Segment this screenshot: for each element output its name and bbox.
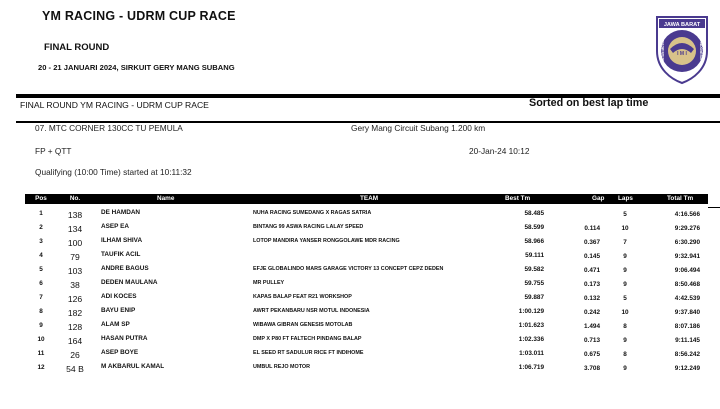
header-best: Best Tm: [505, 195, 531, 202]
cell-total: 9:06.494: [674, 267, 700, 274]
cell-gap: 0.114: [584, 225, 600, 232]
cell-laps: 10: [621, 225, 629, 232]
cell-laps: 7: [623, 239, 627, 246]
cell-pos: 1: [39, 210, 43, 217]
cell-total: 9:11.145: [675, 337, 700, 344]
cell-laps: 9: [623, 337, 627, 344]
cell-pos: 7: [39, 294, 43, 301]
results-table-header: [25, 194, 708, 204]
cell-laps: 8: [623, 351, 627, 358]
cell-laps: 9: [623, 267, 627, 274]
cell-gap: 1.494: [584, 323, 600, 330]
cell-total: 9:32.941: [674, 253, 700, 260]
cell-total: 9:12.249: [674, 365, 700, 372]
cell-pos: 2: [39, 224, 43, 231]
cell-team: AWRT PEKANBARU NSR MOTUL INDONESIA: [253, 308, 370, 314]
cell-team: DMP X P80 FT FALTECH PINDANG BALAP: [253, 336, 362, 342]
results-table-body: [0, 208, 720, 378]
table-row: [0, 334, 720, 348]
table-row: [0, 250, 720, 264]
header-no: No.: [69, 195, 81, 202]
cell-gap: 0.471: [584, 267, 600, 274]
cell-pos: 6: [39, 280, 43, 287]
cell-best: 1:01.623: [518, 322, 544, 329]
report-date: 20-Jan-24 10:12: [469, 146, 530, 156]
cell-best: 1:02.336: [518, 336, 544, 343]
table-row: [0, 292, 720, 306]
cell-gap: 0.675: [584, 351, 600, 358]
cell-no: 182: [67, 308, 83, 318]
cell-name: ANDRE BAGUS: [101, 265, 149, 272]
cell-laps: 9: [623, 365, 627, 372]
cell-team: KAPAS BALAP FEAT R21 WORKSHOP: [253, 294, 352, 300]
cell-team: NUHA RACING SUMEDANG X RAGAS SATRIA: [253, 210, 372, 216]
cell-name: ALAM SP: [101, 321, 130, 328]
logo-right-text: INDONESIA: [699, 42, 703, 60]
cell-team: LOTOP MANDIRA YANSER RONGGOLAWE MDR RACING: [253, 238, 400, 244]
cell-team: MR PULLEY: [253, 280, 285, 286]
cell-total: 8:07.186: [674, 323, 700, 330]
cell-laps: 8: [623, 323, 627, 330]
table-row: [0, 348, 720, 362]
cell-no: 134: [67, 224, 83, 234]
header-gap: Gap: [592, 195, 605, 202]
qualifying-info: Qualifying (10:00 Time) started at 10:11:32: [35, 167, 192, 177]
table-row: [0, 320, 720, 334]
cell-pos: 8: [39, 308, 43, 315]
cell-best: 59.582: [524, 266, 544, 273]
cell-gap: 3.708: [584, 365, 600, 372]
cell-gap: 0.132: [584, 295, 600, 302]
cell-name: M AKBARUL KAMAL: [101, 363, 165, 370]
cell-total: 9:37.840: [674, 309, 700, 316]
cell-total: 8:50.468: [674, 281, 700, 288]
cell-pos: 12: [37, 364, 45, 371]
cell-pos: 10: [37, 336, 45, 343]
cell-gap: 0.145: [584, 253, 600, 260]
cell-team: UMBUL REJO MOTOR: [253, 364, 311, 370]
cell-gap: 0.173: [584, 281, 600, 288]
header-laps: Laps: [618, 195, 633, 202]
cell-team: EFJE GLOBALINDO MARS GARAGE VICTORY 13 CONCEPT CEPZ DEDEN: [253, 266, 444, 272]
cell-best: 59.111: [525, 252, 544, 259]
report-title: FINAL ROUND YM RACING - UDRM CUP RACE: [20, 100, 209, 110]
cell-best: 1:06.719: [518, 364, 544, 371]
cell-total: 6:30.290: [674, 239, 700, 246]
table-row: [0, 306, 720, 320]
table-row: [0, 278, 720, 292]
cell-name: ASEP BOYE: [101, 349, 139, 356]
cell-name: DE HAMDAN: [101, 209, 141, 216]
cell-best: 58.599: [524, 224, 544, 231]
table-row: [0, 222, 720, 236]
cell-team: BINTANG 99 ASWA RACING LALAY SPEED: [253, 224, 364, 230]
cell-no: 38: [70, 280, 80, 290]
cell-pos: 5: [39, 266, 43, 273]
header-pos: Pos: [35, 195, 47, 202]
cell-best: 1:03.011: [519, 350, 544, 357]
cell-best: 58.966: [524, 238, 544, 245]
cell-no: 164: [67, 336, 83, 346]
cell-total: 8:56.242: [674, 351, 700, 358]
cell-pos: 11: [37, 350, 45, 357]
cell-best: 1:00.129: [518, 308, 544, 315]
cell-laps: 9: [623, 281, 627, 288]
cell-no: 79: [70, 252, 80, 262]
sort-label: Sorted on best lap time: [529, 97, 649, 109]
logo-center-text: I M I: [677, 51, 687, 57]
cell-pos: 9: [39, 322, 43, 329]
cell-best: 58.485: [524, 210, 544, 217]
cell-no: 126: [67, 294, 83, 304]
cell-laps: 10: [621, 309, 629, 316]
table-row: [0, 208, 720, 222]
cell-name: ILHAM SHIVA: [101, 237, 143, 244]
cell-laps: 9: [623, 253, 627, 260]
logo-top-text: JAWA BARAT: [663, 22, 701, 28]
cell-laps: 5: [623, 211, 627, 218]
cell-no: 138: [67, 210, 83, 220]
cell-gap: 0.367: [584, 239, 600, 246]
cell-laps: 5: [623, 295, 627, 302]
cell-total: 4:16.566: [674, 211, 700, 218]
session-name: FP + QTT: [35, 146, 72, 156]
cell-pos: 3: [39, 238, 43, 245]
table-row: [0, 236, 720, 250]
cell-team: EL SEED RT SADULUR RICE FT INDIHOME: [253, 350, 364, 356]
cell-gap: 0.713: [584, 337, 600, 344]
cell-best: 59.887: [524, 294, 544, 301]
cell-name: HASAN PUTRA: [101, 335, 148, 342]
cell-best: 59.755: [524, 280, 544, 287]
cell-no: 128: [67, 322, 83, 332]
event-title: YM RACING - UDRM CUP RACE: [42, 9, 236, 23]
cell-total: 4:42.539: [674, 295, 700, 302]
header-total: Total Tm: [667, 195, 694, 202]
cell-gap: 0.242: [584, 309, 600, 316]
round-label: FINAL ROUND: [44, 42, 110, 53]
cell-team: WIBAWA GIBRAN GENESIS MOTOLAB: [253, 322, 353, 328]
cell-pos: 4: [39, 252, 43, 259]
cell-name: TAUFIK ACIL: [101, 251, 141, 258]
table-row: [0, 264, 720, 278]
cell-no: 54 B: [66, 364, 84, 374]
circuit-info: Gery Mang Circuit Subang 1.200 km: [351, 123, 486, 133]
cell-no: 100: [67, 238, 83, 248]
cell-name: ASEP EA: [101, 223, 129, 230]
cell-name: BAYU ENIP: [101, 307, 136, 314]
cell-name: DEDEN MAULANA: [101, 279, 158, 286]
header-team: TEAM: [360, 195, 379, 202]
race-class: 07. MTC CORNER 130CC TU PEMULA: [35, 123, 183, 133]
imi-logo: [653, 13, 711, 85]
cell-total: 9:29.276: [674, 225, 700, 232]
cell-no: 26: [70, 350, 80, 360]
table-row: [0, 362, 720, 376]
cell-no: 103: [67, 266, 83, 276]
event-date: 20 - 21 JANUARI 2024, SIRKUIT GERY MANG SUBANG: [38, 63, 235, 72]
logo-left-text: IKATAN MOTOR: [661, 38, 665, 64]
cell-name: ADI KOCES: [101, 293, 137, 300]
header-name: Name: [157, 195, 175, 202]
